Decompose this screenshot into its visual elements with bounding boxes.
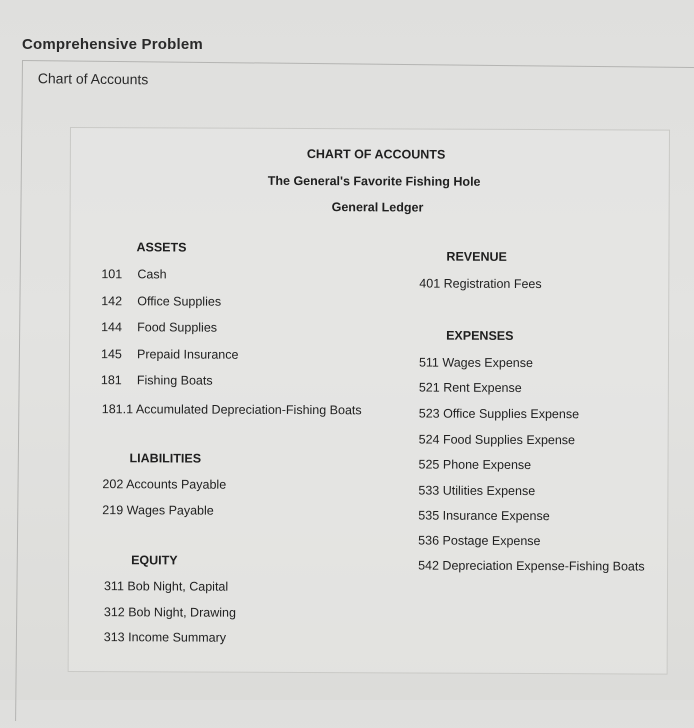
- assets-heading: ASSETS: [136, 240, 187, 255]
- chart-of-accounts-document: [68, 127, 670, 675]
- account-row: [101, 294, 221, 309]
- account-name: Depreciation Expense-Fishing Boats: [442, 558, 645, 574]
- account-row: [104, 630, 226, 645]
- account-number: 536: [418, 533, 440, 548]
- account-number: 401: [419, 276, 441, 291]
- account-number: 145: [100, 347, 122, 362]
- account-number: 313: [103, 630, 125, 645]
- account-name: Phone Expense: [442, 457, 532, 473]
- account-row: [101, 347, 239, 362]
- account-row: [101, 267, 166, 281]
- account-number: 181: [100, 373, 122, 388]
- account-row: [419, 458, 532, 472]
- account-name: Prepaid Insurance: [136, 347, 239, 362]
- account-name: Wages Payable: [126, 503, 214, 518]
- problem-title: Comprehensive Problem: [22, 36, 203, 53]
- account-number: 219: [102, 503, 124, 518]
- account-name: Bob Night, Drawing: [128, 605, 236, 620]
- equity-heading: EQUITY: [131, 553, 178, 568]
- ledger-title: General Ledger: [331, 200, 424, 215]
- account-name: Postage Expense: [442, 533, 541, 549]
- account-number: 202: [102, 477, 124, 492]
- account-row: [102, 503, 213, 517]
- account-number: 312: [103, 605, 125, 620]
- account-row: [101, 373, 213, 387]
- account-number: 524: [418, 432, 440, 447]
- account-name: Accumulated Depreciation-Fishing Boats: [135, 402, 362, 418]
- account-name: Wages Expense: [442, 355, 533, 371]
- account-name: Office Supplies Expense: [443, 406, 580, 422]
- account-number: 142: [101, 294, 123, 309]
- account-name: Food Supplies: [137, 320, 218, 335]
- account-name: Office Supplies: [137, 294, 222, 309]
- account-name: Rent Expense: [443, 380, 522, 395]
- account-number: 535: [418, 508, 440, 523]
- section-tab-chart-of-accounts[interactable]: Chart of Accounts: [37, 70, 149, 88]
- account-row: [104, 605, 236, 620]
- document-title: CHART OF ACCOUNTS: [306, 147, 446, 162]
- account-name: Bob Night, Capital: [127, 579, 229, 594]
- account-name: Registration Fees: [443, 276, 542, 292]
- account-row: [419, 407, 579, 422]
- account-row: [418, 484, 535, 499]
- account-number: 511: [418, 355, 439, 370]
- account-number: 521: [418, 380, 440, 395]
- account-name: Cash: [137, 267, 167, 282]
- account-name: Utilities Expense: [442, 483, 536, 499]
- liabilities-heading: LIABILITIES: [129, 451, 202, 466]
- account-number: 533: [418, 483, 440, 498]
- account-row: [419, 277, 541, 292]
- account-number: 101: [101, 267, 123, 282]
- account-number: 144: [101, 320, 123, 335]
- account-row: [104, 579, 228, 594]
- account-name: Accounts Payable: [126, 477, 227, 492]
- account-row: [419, 433, 575, 448]
- account-name: Fishing Boats: [136, 373, 213, 388]
- account-number: 311: [103, 579, 124, 594]
- account-row: [418, 534, 540, 549]
- business-name: The General's Favorite Fishing Hole: [267, 173, 481, 189]
- account-number: 542: [418, 558, 439, 573]
- account-row: [102, 402, 362, 417]
- account-row: [101, 320, 217, 335]
- revenue-heading: REVENUE: [446, 249, 507, 264]
- account-name: Insurance Expense: [442, 508, 550, 524]
- account-name: Food Supplies Expense: [442, 432, 576, 448]
- expenses-heading: EXPENSES: [446, 328, 514, 343]
- account-row: [418, 509, 549, 524]
- account-row: [102, 477, 226, 492]
- account-name: Income Summary: [128, 630, 227, 645]
- account-number: 525: [418, 457, 440, 472]
- account-number: 181.1: [101, 402, 134, 417]
- account-row: [419, 356, 533, 370]
- account-row: [419, 381, 522, 395]
- account-row: [418, 559, 645, 574]
- account-number: 523: [418, 406, 440, 421]
